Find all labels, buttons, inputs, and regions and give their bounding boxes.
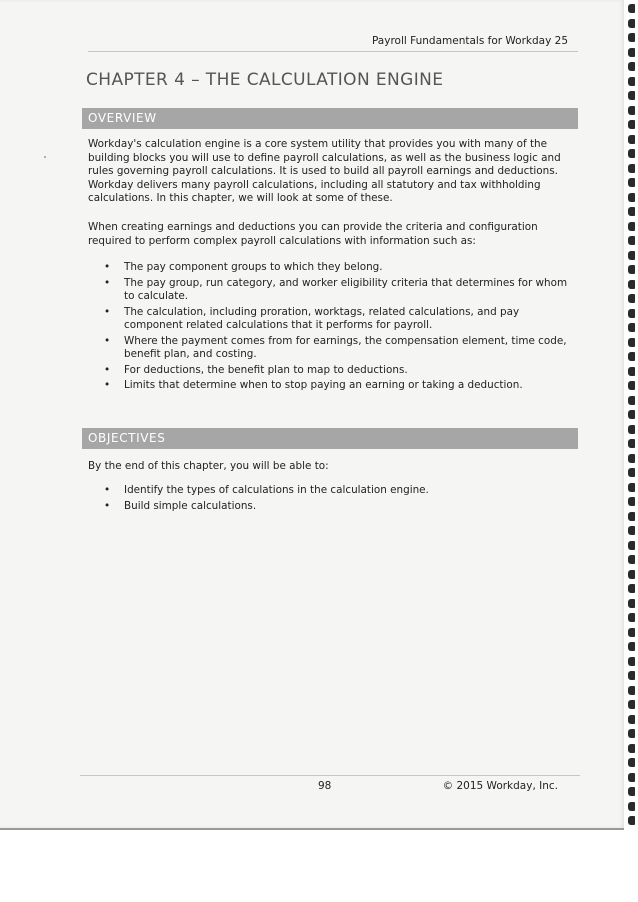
binding-coil bbox=[628, 497, 635, 506]
binding-coil bbox=[628, 280, 635, 289]
objectives-heading: OBJECTIVES bbox=[82, 428, 578, 449]
binding-coil bbox=[628, 686, 635, 695]
binding-coil bbox=[628, 19, 635, 28]
binding-coil bbox=[628, 309, 635, 318]
bullet-icon: • bbox=[104, 334, 111, 347]
binding-coil bbox=[628, 758, 635, 767]
binding-coil bbox=[628, 584, 635, 593]
binding-coil bbox=[628, 744, 635, 753]
binding-coil bbox=[628, 454, 635, 463]
binding-coil bbox=[628, 323, 635, 332]
scan-speck bbox=[44, 156, 46, 158]
list-item: • The pay group, run category, and worker eligibility criteria that determines for whom to calculate. bbox=[104, 276, 568, 302]
binding-coil bbox=[628, 367, 635, 376]
binding-coil bbox=[628, 526, 635, 535]
binding-coil bbox=[628, 62, 635, 71]
binding-coil bbox=[628, 236, 635, 245]
binding-coil bbox=[628, 599, 635, 608]
binding-coil bbox=[628, 193, 635, 202]
binding-coil bbox=[628, 396, 635, 405]
bullet-icon: • bbox=[104, 499, 111, 512]
bullet-icon: • bbox=[104, 379, 111, 391]
binding-coil bbox=[628, 48, 635, 57]
binding-coil bbox=[628, 700, 635, 709]
binding-coil bbox=[628, 410, 635, 419]
binding-coil bbox=[628, 468, 635, 477]
binding-coil bbox=[628, 483, 635, 492]
bullet-icon: • bbox=[104, 276, 111, 289]
running-header: Payroll Fundamentals for Workday 25 bbox=[371, 35, 568, 47]
binding-coil bbox=[628, 729, 635, 738]
binding-coil bbox=[628, 802, 635, 811]
binding-coil bbox=[628, 77, 635, 86]
list-item: • Build simple calculations. bbox=[104, 499, 257, 512]
binding-coil bbox=[628, 773, 635, 782]
binding-coil bbox=[628, 149, 635, 158]
binding-coil bbox=[628, 352, 635, 361]
binding-coil bbox=[628, 512, 635, 521]
binding-coil bbox=[628, 207, 635, 216]
copyright-notice: © 2015 Workday, Inc. bbox=[442, 780, 558, 792]
binding-coil bbox=[628, 642, 635, 651]
bullet-icon: • bbox=[104, 305, 111, 318]
list-item: • Identify the types of calculations in the calculation engine. bbox=[104, 484, 429, 496]
binding-coil bbox=[628, 265, 635, 274]
binding-coil bbox=[628, 570, 635, 579]
binding-coil bbox=[628, 657, 635, 666]
binding-coil bbox=[628, 251, 635, 260]
overview-bullet-list bbox=[104, 261, 574, 395]
binding-coil bbox=[628, 222, 635, 231]
header-divider bbox=[88, 51, 578, 52]
binding-coil bbox=[628, 541, 635, 550]
list-item: • Limits that determine when to stop paying an earning or taking a deduction. bbox=[104, 379, 523, 391]
overview-paragraph-2: When creating earnings and deductions you can provide the criteria and configuration required to perform complex payroll calculations with information such as: bbox=[88, 221, 538, 247]
list-item: • The calculation, including proration, worktags, related calculations, and pay component related calculations that it performs for payroll. bbox=[104, 305, 520, 331]
binding-coil bbox=[628, 381, 635, 390]
bullet-icon: • bbox=[104, 363, 111, 376]
list-item: • The pay component groups to which they belong. bbox=[104, 261, 383, 273]
binding-coil bbox=[628, 816, 635, 825]
binding-coil bbox=[628, 294, 635, 303]
binding-coil bbox=[628, 425, 635, 434]
binding-coil bbox=[628, 338, 635, 347]
list-item: • Where the payment comes from for earnings, the compensation element, time code, benefit plan, and costing. bbox=[104, 334, 567, 360]
binding-coil bbox=[628, 164, 635, 173]
spiral-binding bbox=[628, 0, 638, 828]
page-number: 98 bbox=[318, 780, 332, 792]
bullet-icon: • bbox=[104, 261, 111, 273]
binding-coil bbox=[628, 628, 635, 637]
binding-coil bbox=[628, 555, 635, 564]
binding-coil bbox=[628, 135, 635, 144]
binding-coil bbox=[628, 33, 635, 42]
overview-heading: OVERVIEW bbox=[82, 108, 578, 129]
binding-coil bbox=[628, 613, 635, 622]
chapter-title: CHAPTER 4 – THE CALCULATION ENGINE bbox=[86, 70, 444, 90]
binding-coil bbox=[628, 715, 635, 724]
binding-coil bbox=[628, 106, 635, 115]
binding-coil bbox=[628, 120, 635, 129]
binding-coil bbox=[628, 91, 635, 100]
objectives-intro: By the end of this chapter, you will be able to: bbox=[88, 460, 329, 472]
binding-coil bbox=[628, 4, 635, 13]
list-item: • For deductions, the benefit plan to map to deductions. bbox=[104, 363, 408, 376]
bullet-icon: • bbox=[104, 484, 111, 496]
binding-coil bbox=[628, 439, 635, 448]
footer-divider bbox=[80, 775, 580, 776]
binding-coil bbox=[628, 787, 635, 796]
overview-paragraph-1: Workday's calculation engine is a core system utility that provides you with many of the building blocks you will use to define payroll calculations, as well as the business logic and rules governing payroll calculations. It is used to build all payroll earnings and deductions. Workday delivers many payroll calculations, including all statutory and tax withholding calculations. In this chapter, we will look at some of these. bbox=[88, 138, 561, 204]
binding-coil bbox=[628, 671, 635, 680]
binding-coil bbox=[628, 178, 635, 187]
objectives-bullet-list bbox=[104, 484, 574, 515]
